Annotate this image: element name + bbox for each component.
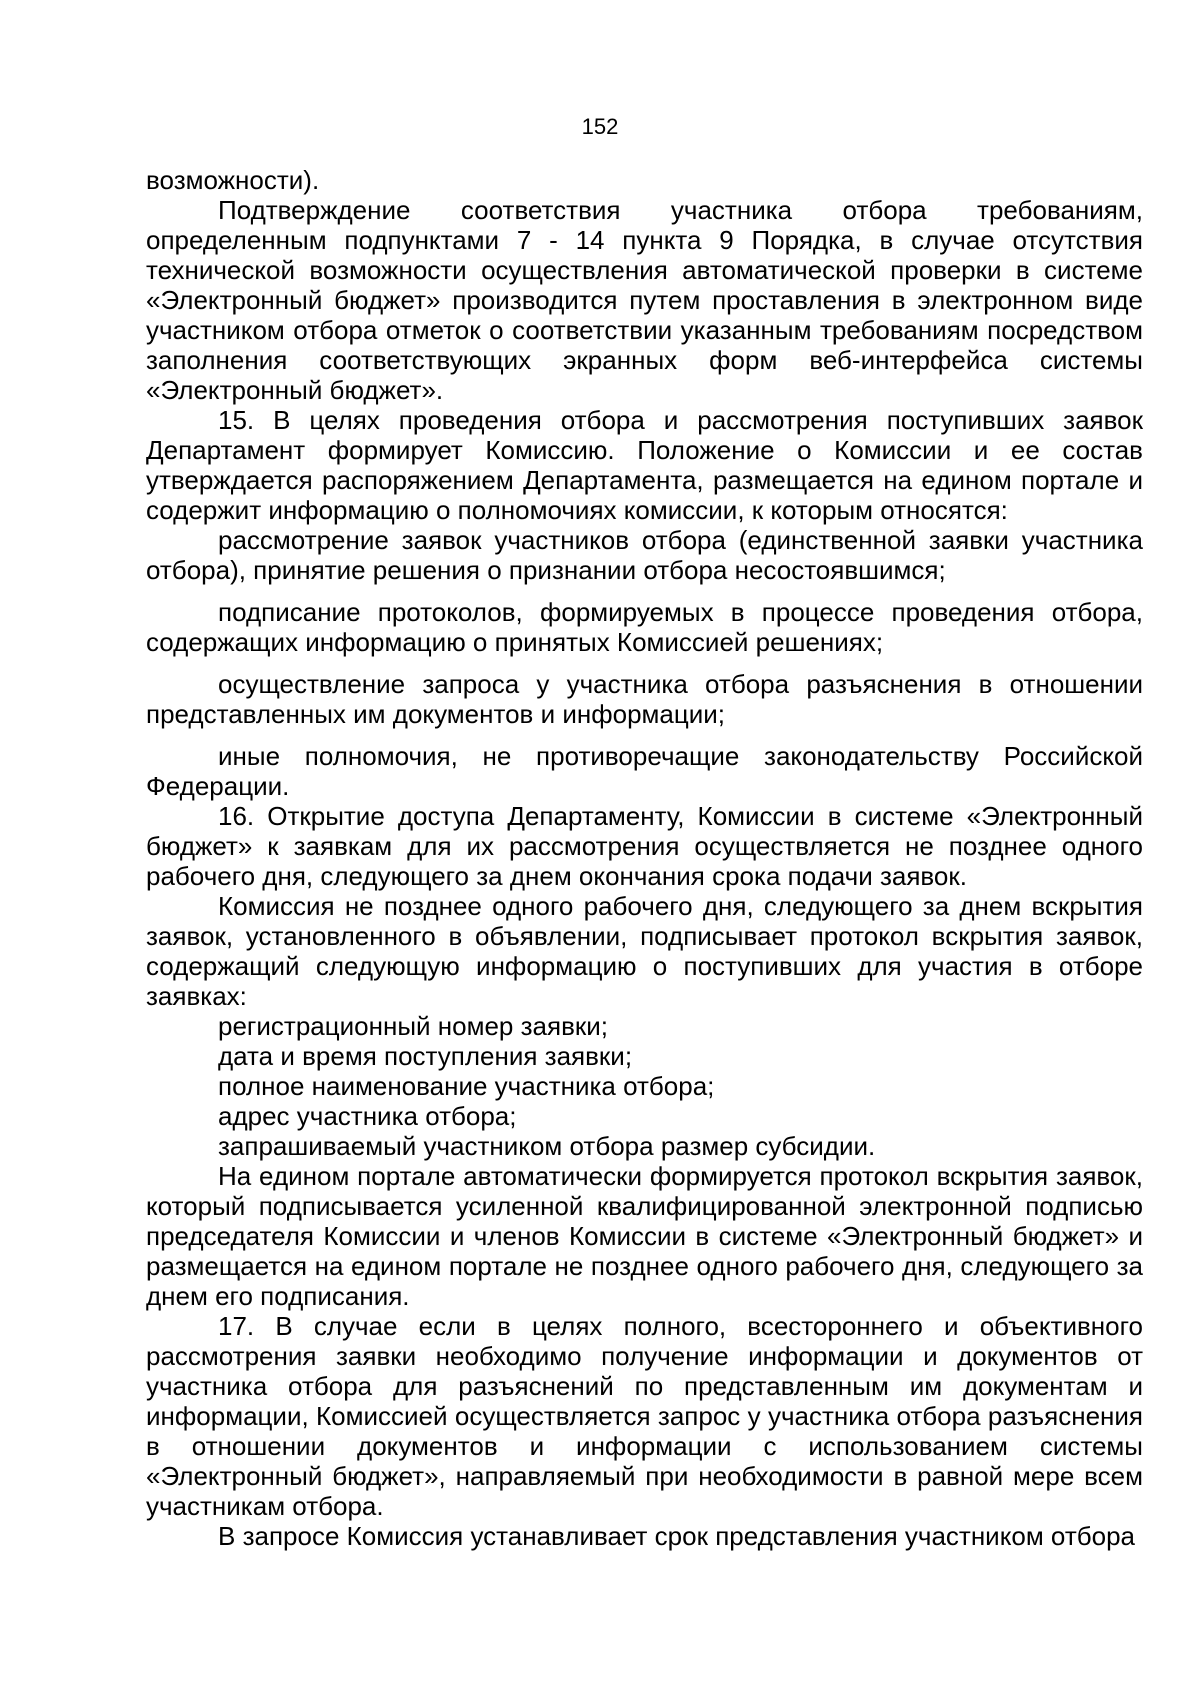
list-item-registration-number: регистрационный номер заявки; [218, 1011, 609, 1041]
paragraph-portal-protocol: На едином портале автоматически формируется протокол вскрытия заявок, который подписывается усиленной квалифицированной электронной подписью председателя Комиссии и членов Комиссии в системе «Электронный бюджет» и размещается на едином портале не позднее одного рабочего дня, следующего за днем его подписания. [146, 1161, 1143, 1311]
paragraph-item-15: 15. В целях проведения отбора и рассмотрения поступивших заявок Департамент формирует Комиссию. Положение о Комиссии и ее состав утверждается распоряжением Департамента, размещается на едином портале и содержит информацию о полномочиях комиссии, к которым относятся: [146, 405, 1143, 525]
paragraph-power-review: рассмотрение заявок участников отбора (единственной заявки участника отбора), принятие решения о признании отбора несостоявшимся; [146, 525, 1143, 585]
document-body [146, 165, 1143, 1551]
paragraph-continuation: возможности). [146, 165, 320, 195]
paragraph-power-other: иные полномочия, не противоречащие законодательству Российской Федерации. [146, 741, 1143, 801]
paragraph-power-request: осуществление запроса у участника отбора разъяснения в отношении представленных им документов и информации; [146, 669, 1143, 729]
paragraph-request-deadline: В запросе Комиссия устанавливает срок представления участником отбора [218, 1521, 1135, 1551]
paragraph-item-17: 17. В случае если в целях полного, всестороннего и объективного рассмотрения заявки необходимо получение информации и документов от участника отбора для разъяснений по представленным им документам и информации, Комиссией осуществляется запрос у участника отбора разъяснения в отношении документов и информации с использованием системы «Электронный бюджет», направляемый при необходимости в равной мере всем участникам отбора. [146, 1311, 1143, 1521]
list-item-date-time: дата и время поступления заявки; [218, 1041, 633, 1071]
list-item-subsidy-size: запрашиваемый участником отбора размер субсидии. [218, 1131, 876, 1161]
paragraph-commission-protocol: Комиссия не позднее одного рабочего дня, следующего за днем вскрытия заявок, установленного в объявлении, подписывает протокол вскрытия заявок, содержащий следующую информацию о поступивших для участия в отборе заявках: [146, 891, 1143, 1011]
paragraph-power-protocols: подписание протоколов, формируемых в процессе проведения отбора, содержащих информацию о принятых Комиссией решениях; [146, 597, 1143, 657]
page-number: 152 [581, 114, 619, 139]
paragraph-item-16: 16. Открытие доступа Департаменту, Комиссии в системе «Электронный бюджет» к заявкам для их рассмотрения осуществляется не позднее одного рабочего дня, следующего за днем окончания срока подачи заявок. [146, 801, 1143, 891]
paragraph-confirmation: Подтверждение соответствия участника отбора требованиям, определенным подпунктами 7 - 14 пункта 9 Порядка, в случае отсутствия технической возможности осуществления автоматической проверки в системе «Электронный бюджет» производится путем проставления в электронном виде участником отбора отметок о соответствии указанным требованиям посредством заполнения соответствующих экранных форм веб-интерфейса системы «Электронный бюджет». [146, 195, 1143, 405]
list-item-full-name: полное наименование участника отбора; [218, 1071, 715, 1101]
list-item-address: адрес участника отбора; [218, 1101, 517, 1131]
